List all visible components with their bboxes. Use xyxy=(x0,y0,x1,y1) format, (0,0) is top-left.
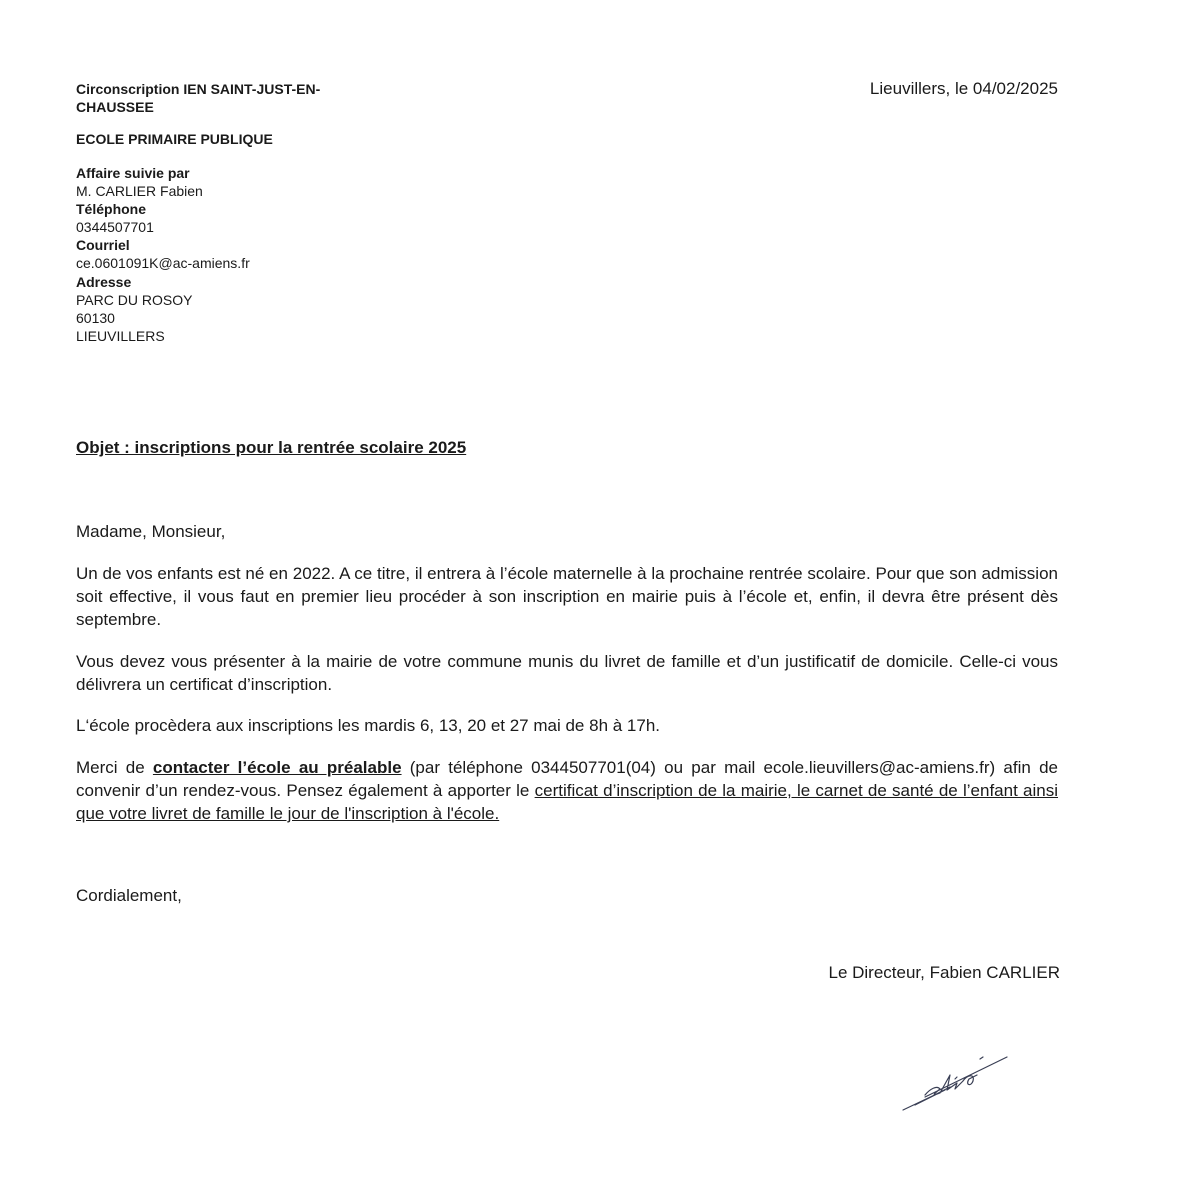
paragraph-birth-year: Un de vos enfants est né en 2022. A ce titre, il entrera à l’école maternelle à la prochaine rentrée scolaire. Pour que son admission soit effective, il vous faut en premier lieu procéder à son inscription en mairie puis à l’école et, enfin, il devra être présent dès septembre. xyxy=(76,564,1058,629)
email-label: Courriel xyxy=(76,237,130,254)
contact-emphasis: contacter l’école au préalable xyxy=(152,758,402,777)
contact-details: (par téléphone 0344507701(04) ou par mail ecole.lieuvillers@ac-amiens.fr) afin de convenir d’un rendez-vous. Pensez également à apporter le xyxy=(76,758,1058,800)
subject-line: Objet : inscriptions pour la rentrée scolaire 2025 xyxy=(76,438,467,457)
closing: Cordialement, xyxy=(76,886,182,905)
date-line: Lieuvillers, le 04/02/2025 xyxy=(869,79,1058,98)
address-line: PARC DU ROSOY xyxy=(76,291,193,308)
paragraph-dates: L‘école procèdera aux inscriptions les mardis 6, 13, 20 et 27 mai de 8h à 17h. xyxy=(76,716,661,735)
paragraph-contact xyxy=(76,756,1058,825)
school-name: ECOLE PRIMAIRE PUBLIQUE xyxy=(76,131,273,147)
sender-circonscription xyxy=(76,80,320,116)
documents-required: certificat d’inscription de la mairie, le carnet de santé de l’enfant ainsi que votre livret de famille le jour de l'inscription à l'école. xyxy=(76,781,1059,823)
contact-intro: Merci de xyxy=(76,758,153,777)
salutation: Madame, Monsieur, xyxy=(76,522,226,541)
circonscription-line2: CHAUSSEE xyxy=(76,99,154,115)
handwritten-signature-icon xyxy=(895,1045,1020,1120)
signatory: Le Directeur, Fabien CARLIER xyxy=(828,963,1060,982)
contact-block xyxy=(76,164,250,345)
contact-label: Affaire suivie par xyxy=(76,165,190,181)
phone-value: 0344507701 xyxy=(76,219,154,236)
email-value: ce.0601091K@ac-amiens.fr xyxy=(76,255,250,272)
address-label: Adresse xyxy=(76,273,132,290)
contact-value: M. CARLIER Fabien xyxy=(76,183,203,199)
phone-label: Téléphone xyxy=(76,201,147,218)
address-postcode: 60130 xyxy=(76,309,115,326)
paragraph-mairie: Vous devez vous présenter à la mairie de votre commune munis du livret de famille et d’un justificatif de domicile. Celle-ci vous délivrera un certificat d’inscription. xyxy=(76,652,1058,694)
address-city: LIEUVILLERS xyxy=(76,328,165,345)
circonscription-line1: Circonscription IEN SAINT-JUST-EN- xyxy=(76,81,321,97)
